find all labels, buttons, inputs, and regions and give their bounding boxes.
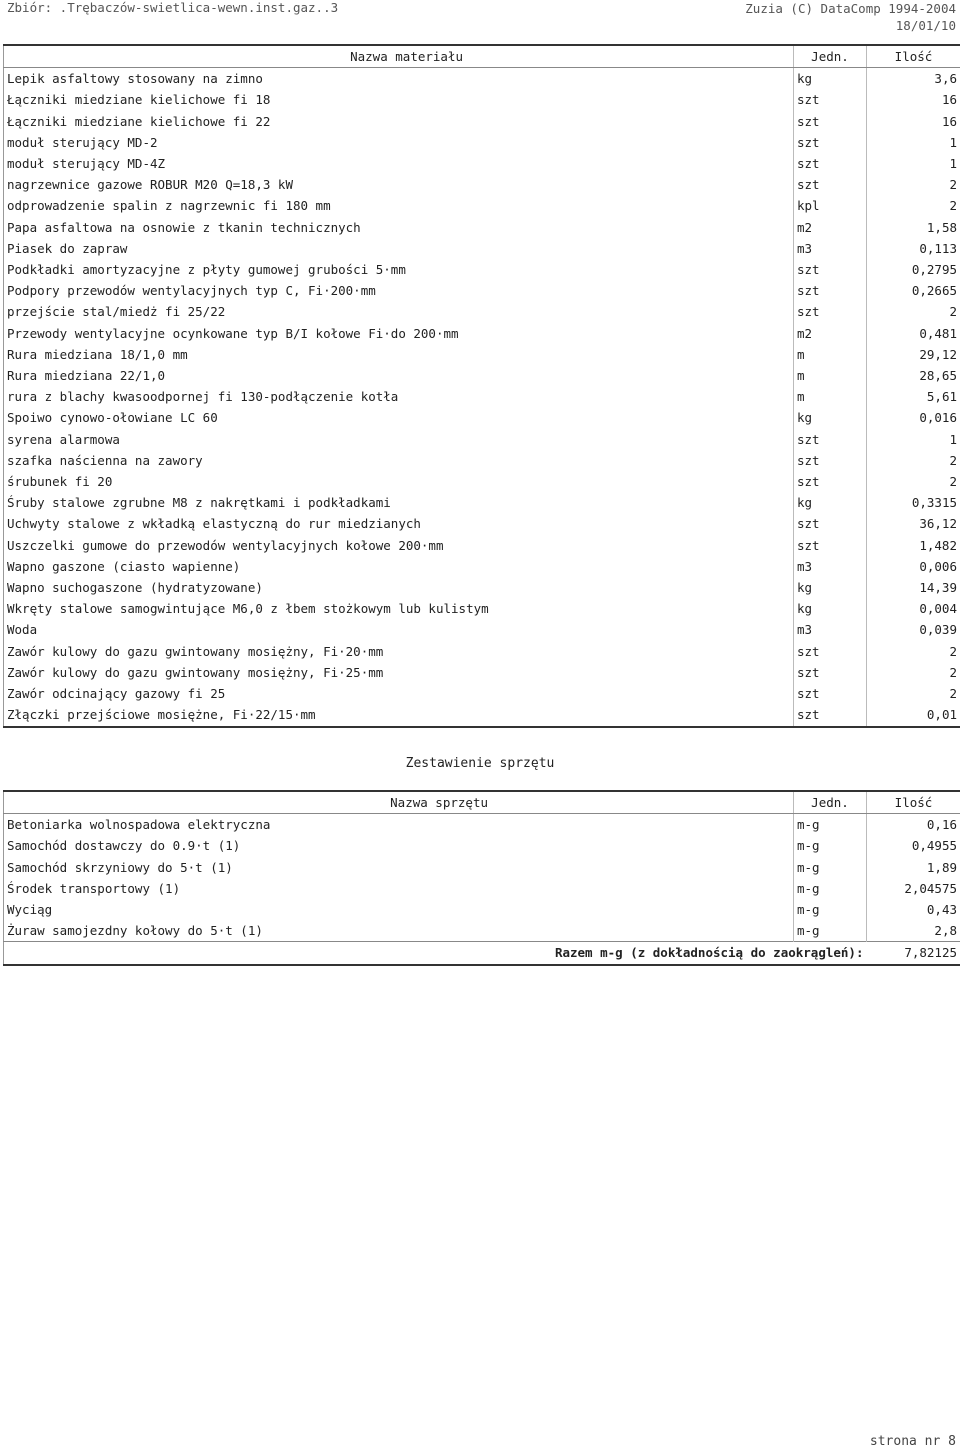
item-name: Środek transportowy (1) (4, 878, 794, 899)
table-row (4, 619, 960, 640)
report-date: 18/01/10 (895, 18, 956, 33)
item-quantity: 0,16 (926, 817, 957, 833)
item-name: Uchwyty stalowe z wkładką elastyczną do rur miedzianych (4, 513, 794, 534)
item-name: moduł sterujący MD-4Z (4, 153, 794, 174)
page-footer (870, 1434, 956, 1449)
item-unit: szt (794, 471, 867, 492)
total-value: 7,82125 (867, 942, 960, 965)
page-label: strona nr (869, 1434, 941, 1449)
item-unit: szt (794, 513, 867, 534)
item-unit: m (794, 386, 867, 407)
item-name: syrena alarmowa (4, 429, 794, 450)
item-unit: m (794, 365, 867, 386)
item-quantity: 14,39 (919, 580, 957, 596)
item-unit: m2 (794, 323, 867, 344)
item-quantity: 0,113 (919, 240, 957, 256)
item-quantity: 16 (941, 113, 957, 129)
table-row (4, 89, 960, 110)
col-material-name: Nazwa materiału (4, 45, 794, 68)
item-unit: szt (794, 662, 867, 683)
table-row (4, 920, 960, 942)
table-row (4, 450, 960, 471)
table-row (4, 195, 960, 216)
table-row (4, 153, 960, 174)
table-row (4, 492, 960, 513)
item-unit: szt (794, 153, 867, 174)
item-name: Zawór kulowy do gazu gwintowany mosiężny, Fi·25·mm (4, 662, 794, 683)
item-name: przejście stal/miedż fi 25/22 (4, 301, 794, 322)
item-unit: szt (794, 259, 867, 280)
total-label: Razem m-g (z dokładnością do zaokrągleń): (4, 942, 867, 965)
item-name: moduł sterujący MD-2 (4, 132, 794, 153)
table-row (4, 683, 960, 704)
item-unit: szt (794, 450, 867, 471)
item-quantity: 5,61 (926, 389, 957, 405)
item-name: Żuraw samojezdny kołowy do 5·t (1) (4, 920, 794, 942)
table-row (4, 513, 960, 534)
table-row (4, 857, 960, 878)
item-unit: m3 (794, 238, 867, 259)
item-unit: szt (794, 132, 867, 153)
item-unit: m-g (794, 878, 867, 899)
item-unit: m-g (794, 835, 867, 856)
item-unit: m-g (794, 899, 867, 920)
item-unit: szt (794, 429, 867, 450)
table-row (4, 259, 960, 280)
item-unit: szt (794, 704, 867, 726)
collection-name: Zbiór: .Trębaczów-swietlica-wewn.inst.gaz..3 (7, 0, 339, 15)
table-row (4, 641, 960, 662)
item-quantity: 2 (949, 664, 957, 680)
item-unit: m3 (794, 556, 867, 577)
table-row (4, 471, 960, 492)
table-row (4, 556, 960, 577)
item-quantity: 28,65 (919, 368, 957, 384)
item-name: Wapno gaszone (ciasto wapienne) (4, 556, 794, 577)
item-name: Lepik asfaltowy stosowany na zimno (4, 68, 794, 90)
table-row (4, 429, 960, 450)
col-equipment-name: Nazwa sprzętu (4, 791, 794, 814)
table-row (4, 704, 960, 726)
item-name: Samochód dostawczy do 0.9·t (1) (4, 835, 794, 856)
table-row (4, 238, 960, 259)
item-unit: kpl (794, 195, 867, 216)
item-quantity: 36,12 (919, 516, 957, 532)
item-quantity: 0,01 (926, 707, 957, 723)
item-unit: m2 (794, 217, 867, 238)
page-number: 8 (948, 1434, 956, 1449)
item-name: Zawór odcinający gazowy fi 25 (4, 683, 794, 704)
table-row (4, 280, 960, 301)
item-name: Złączki przejściowe mosiężne, Fi·22/15·mm (4, 704, 794, 726)
col-quantity: Ilość (867, 45, 960, 68)
table-row (4, 301, 960, 322)
item-unit: szt (794, 535, 867, 556)
table-row (4, 111, 960, 132)
item-unit: szt (794, 111, 867, 132)
item-quantity: 2 (949, 474, 957, 490)
table-row (4, 386, 960, 407)
table-row (4, 835, 960, 856)
equipment-section-title: Zestawienie sprzętu (405, 756, 555, 771)
item-quantity: 0,4955 (911, 838, 957, 854)
item-name: nagrzewnice gazowe ROBUR M20 Q=18,3 kW (4, 174, 794, 195)
materials-header-row (4, 45, 960, 68)
item-quantity: 2,8 (934, 923, 957, 939)
item-name: szafka naścienna na zawory (4, 450, 794, 471)
item-name: Betoniarka wolnospadowa elektryczna (4, 814, 794, 836)
item-unit: szt (794, 89, 867, 110)
item-unit: szt (794, 301, 867, 322)
table-row (4, 323, 960, 344)
item-name: Papa asfaltowa na osnowie z tkanin technicznych (4, 217, 794, 238)
item-unit: szt (794, 280, 867, 301)
item-quantity: 1,58 (926, 219, 957, 235)
item-quantity: 0,3315 (911, 495, 957, 511)
item-name: rura z blachy kwasoodpornej fi 130-podłączenie kotła (4, 386, 794, 407)
table-row (4, 598, 960, 619)
table-row (4, 407, 960, 428)
item-unit: kg (794, 577, 867, 598)
item-quantity: 1,482 (919, 537, 957, 553)
table-row (4, 68, 960, 90)
item-unit: kg (794, 598, 867, 619)
software-credit: Zuzia (C) DataComp 1994-2004 (745, 1, 956, 16)
item-quantity: 1 (949, 134, 957, 150)
item-unit: m-g (794, 814, 867, 836)
item-name: Podkładki amortyzacyjne z płyty gumowej grubości 5·mm (4, 259, 794, 280)
item-quantity: 0,43 (926, 902, 957, 918)
item-quantity: 3,6 (934, 71, 957, 87)
item-quantity: 0,016 (919, 410, 957, 426)
item-quantity: 16 (941, 92, 957, 108)
item-quantity: 2 (949, 452, 957, 468)
table-row (4, 132, 960, 153)
item-name: Przewody wentylacyjne ocynkowane typ B/I kołowe Fi·do 200·mm (4, 323, 794, 344)
item-name: Rura miedziana 18/1,0 mm (4, 344, 794, 365)
item-quantity: 2 (949, 686, 957, 702)
item-unit: m-g (794, 920, 867, 942)
item-name: Podpory przewodów wentylacyjnych typ C, Fi·200·mm (4, 280, 794, 301)
item-quantity: 2 (949, 177, 957, 193)
item-unit: kg (794, 68, 867, 90)
table-row (4, 174, 960, 195)
item-quantity: 1 (949, 156, 957, 172)
item-unit: m3 (794, 619, 867, 640)
header-right (745, 0, 956, 34)
item-name: Wkręty stalowe samogwintujące M6,0 z łbem stożkowym lub kulistym (4, 598, 794, 619)
item-unit: kg (794, 492, 867, 513)
item-quantity: 2 (949, 198, 957, 214)
item-name: odprowadzenie spalin z nagrzewnic fi 180 mm (4, 195, 794, 216)
materials-body (4, 68, 960, 727)
item-name: Rura miedziana 22/1,0 (4, 365, 794, 386)
item-quantity: 2 (949, 643, 957, 659)
item-name: Zawór kulowy do gazu gwintowany mosiężny, Fi·20·mm (4, 641, 794, 662)
table-row (4, 878, 960, 899)
item-quantity: 1,89 (926, 859, 957, 875)
col-unit: Jedn. (794, 45, 867, 68)
table-row (4, 814, 960, 836)
table-row (4, 217, 960, 238)
item-name: Śruby stalowe zgrubne M8 z nakrętkami i podkładkami (4, 492, 794, 513)
total-row (4, 942, 960, 965)
item-unit: m (794, 344, 867, 365)
equipment-header-row (4, 791, 960, 814)
item-quantity: 0,006 (919, 558, 957, 574)
table-row (4, 344, 960, 365)
equipment-table (3, 790, 960, 966)
item-name: Łączniki miedziane kielichowe fi 22 (4, 111, 794, 132)
materials-table (3, 44, 960, 728)
item-name: Uszczelki gumowe do przewodów wentylacyjnych kołowe 200·mm (4, 535, 794, 556)
table-row (4, 535, 960, 556)
item-unit: kg (794, 407, 867, 428)
item-unit: szt (794, 174, 867, 195)
item-unit: m-g (794, 857, 867, 878)
table-row (4, 899, 960, 920)
page-header (0, 0, 960, 40)
item-name: Spoiwo cynowo-ołowiane LC 60 (4, 407, 794, 428)
item-name: Piasek do zapraw (4, 238, 794, 259)
item-name: śrubunek fi 20 (4, 471, 794, 492)
table-row (4, 577, 960, 598)
item-quantity: 0,481 (919, 325, 957, 341)
table-row (4, 365, 960, 386)
table-row (4, 662, 960, 683)
col-unit: Jedn. (794, 791, 867, 814)
item-quantity: 2,04575 (904, 880, 957, 896)
item-name: Wyciąg (4, 899, 794, 920)
item-quantity: 0,2665 (911, 283, 957, 299)
item-name: Łączniki miedziane kielichowe fi 18 (4, 89, 794, 110)
item-quantity: 1 (949, 431, 957, 447)
item-unit: szt (794, 641, 867, 662)
item-quantity: 0,039 (919, 622, 957, 638)
item-name: Wapno suchogaszone (hydratyzowane) (4, 577, 794, 598)
item-quantity: 2 (949, 304, 957, 320)
item-quantity: 0,2795 (911, 262, 957, 278)
item-name: Woda (4, 619, 794, 640)
item-unit: szt (794, 683, 867, 704)
col-quantity: Ilość (867, 791, 960, 814)
item-quantity: 29,12 (919, 346, 957, 362)
item-quantity: 0,004 (919, 601, 957, 617)
item-name: Samochód skrzyniowy do 5·t (1) (4, 857, 794, 878)
equipment-body (4, 814, 960, 942)
